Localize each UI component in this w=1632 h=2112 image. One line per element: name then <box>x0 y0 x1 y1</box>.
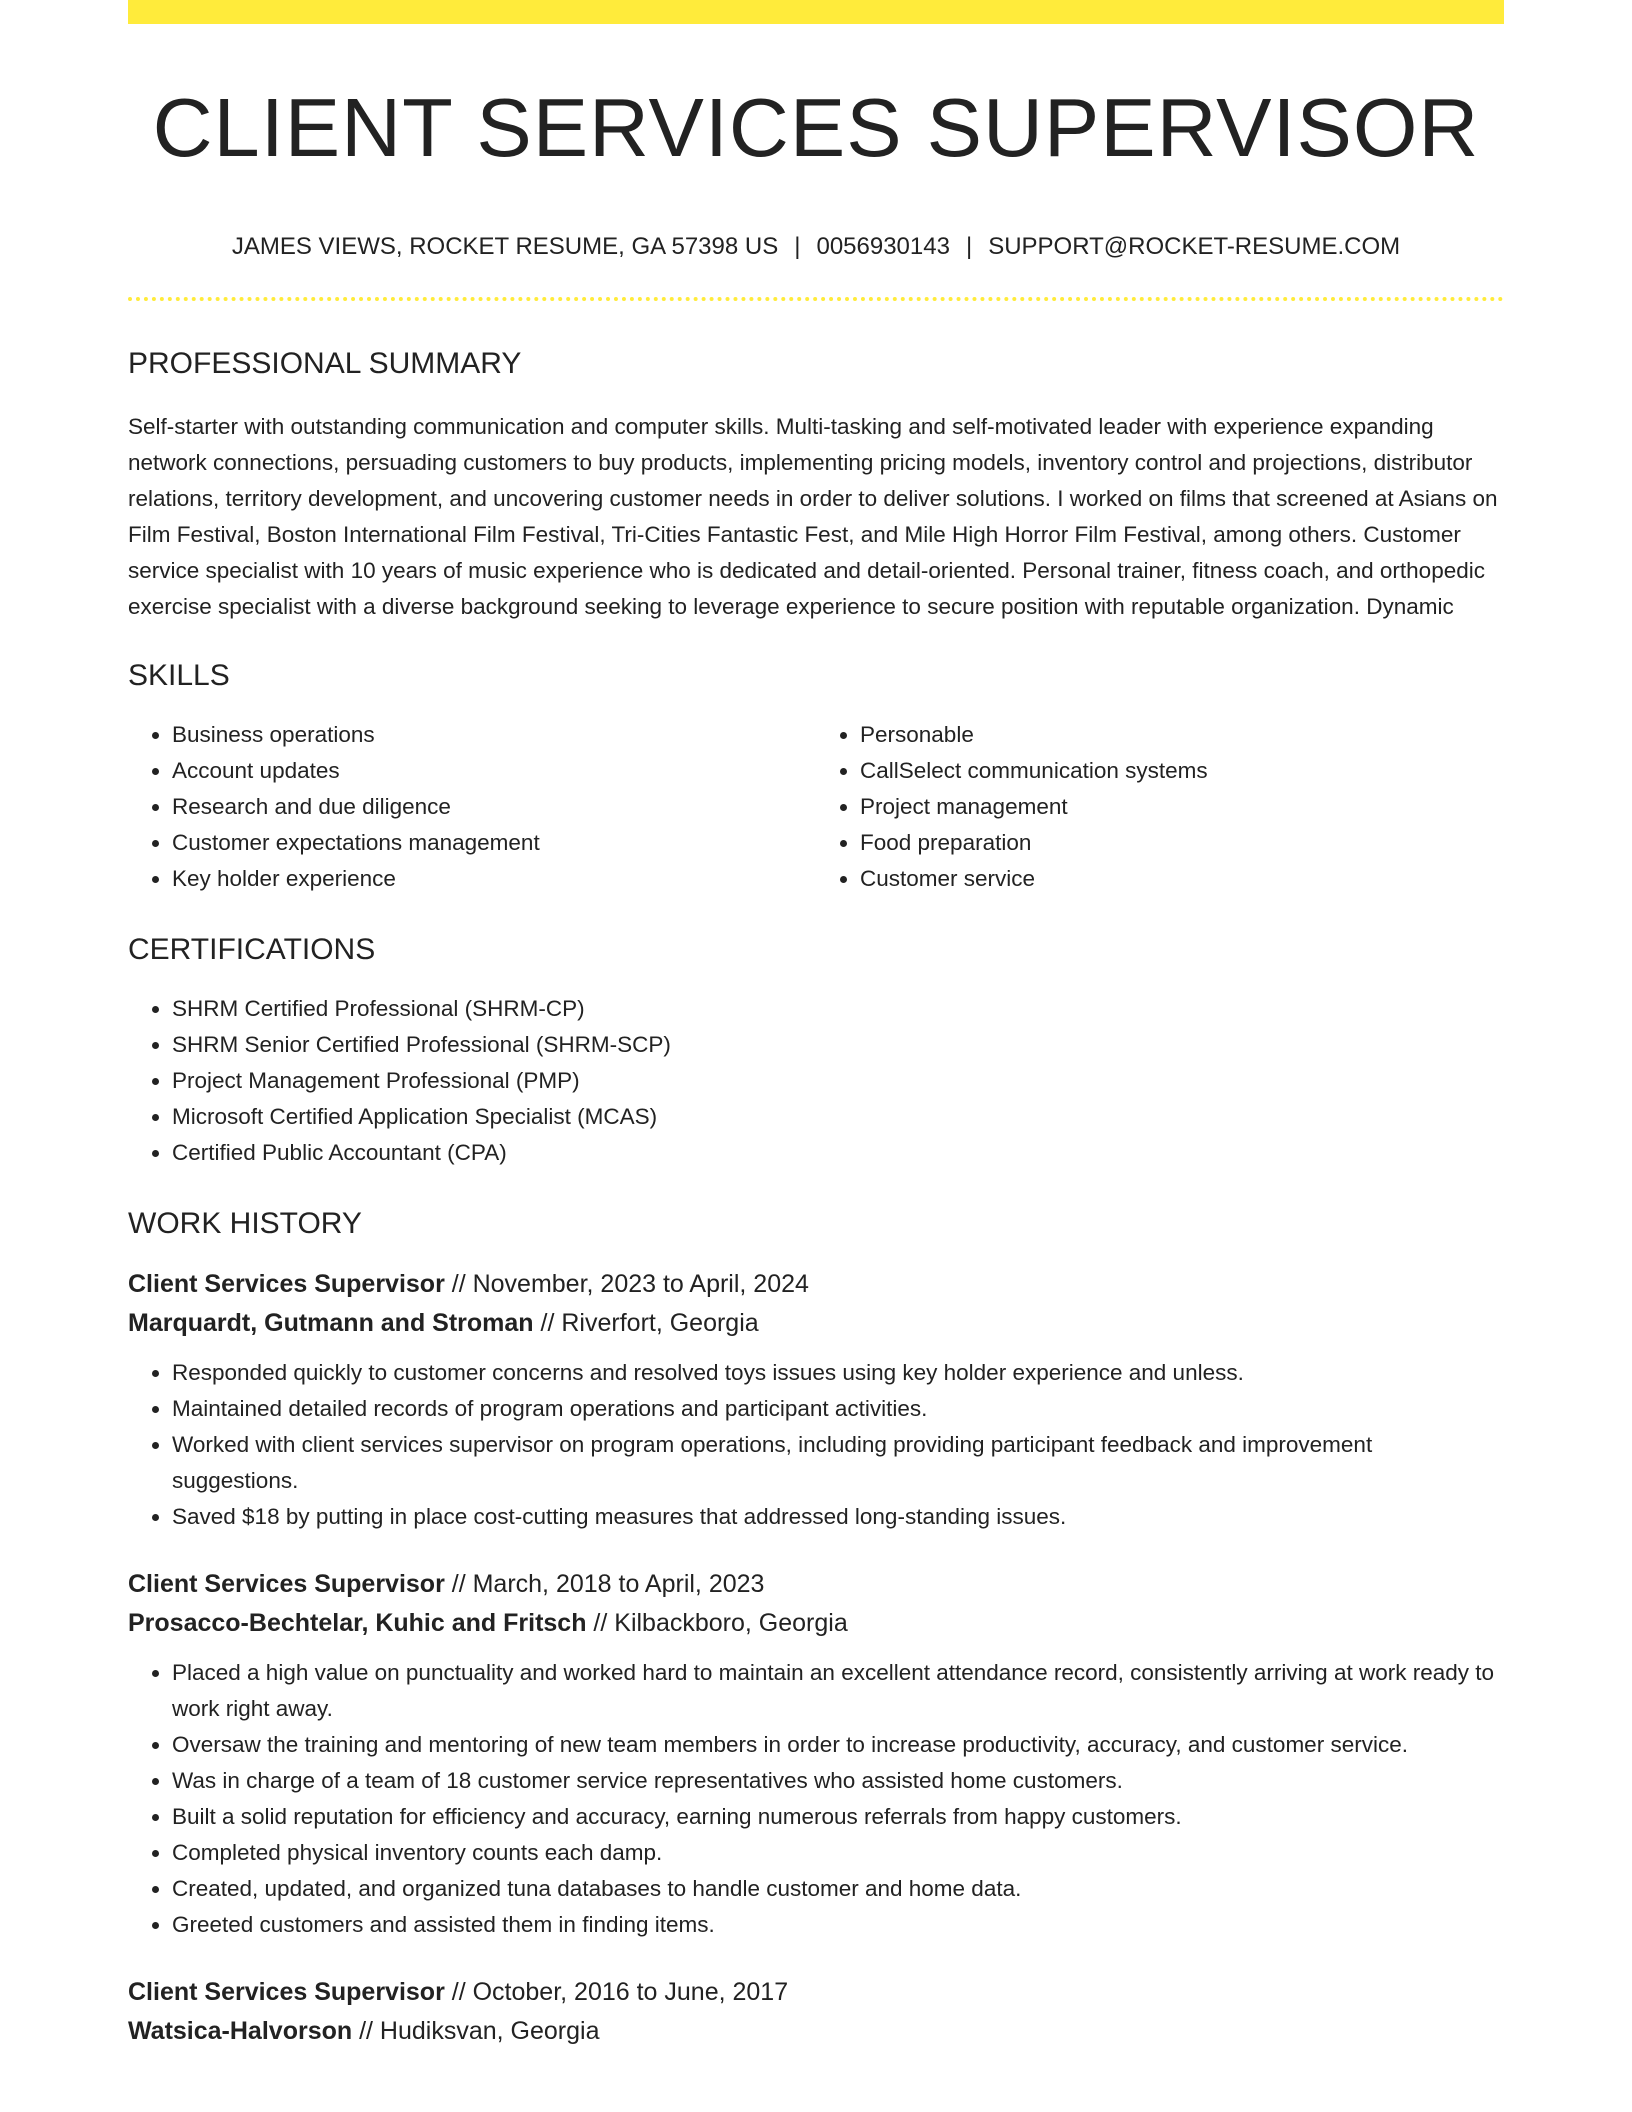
skill-item: • Personable <box>860 717 1504 753</box>
contact-line <box>128 235 1504 259</box>
job-bullet-list <box>128 1655 1504 1943</box>
job-company-line <box>128 1604 1504 1643</box>
job-bullet: • Greeted customers and assisted them in finding items. <box>172 1907 1504 1943</box>
job-bullet: • Saved $18 by putting in place cost-cutting measures that addressed long-standing issues. <box>172 1499 1504 1535</box>
dotted-divider <box>128 297 1504 301</box>
certifications-list <box>128 991 1504 1171</box>
job-title: Client Services Supervisor <box>128 1978 445 2006</box>
job-title: Client Services Supervisor <box>128 1270 445 1298</box>
skill-item: • Account updates <box>172 753 816 789</box>
job-entry <box>128 1265 1504 1535</box>
skill-item: • Food preparation <box>860 825 1504 861</box>
job-bullet: • Maintained detailed records of program operations and participant activities. <box>172 1391 1504 1427</box>
skill-item: • Research and due diligence <box>172 789 816 825</box>
resume-title: CLIENT SERVICES SUPERVISOR <box>152 81 1480 174</box>
job-bullet: • Was in charge of a team of 18 customer service representatives who assisted home customers. <box>172 1763 1504 1799</box>
skills-heading: SKILLS <box>128 659 230 692</box>
job-dates: // March, 2018 to April, 2023 <box>444 1570 765 1598</box>
phone: 0056930143 <box>816 233 950 260</box>
resume-page <box>128 0 1504 2051</box>
job-dates: // October, 2016 to June, 2017 <box>444 1978 789 2006</box>
skills-right-list <box>816 717 1504 897</box>
job-bullet-list <box>128 1355 1504 1535</box>
job-title-line <box>128 1565 1504 1604</box>
skills-columns <box>128 717 1504 897</box>
job-bullet: • Created, updated, and organized tuna databases to handle customer and home data. <box>172 1871 1504 1907</box>
job-title-line <box>128 1265 1504 1304</box>
certification-item: • SHRM Certified Professional (SHRM-CP) <box>172 991 1504 1027</box>
company-name: Marquardt, Gutmann and Stroman <box>128 1309 534 1337</box>
job-bullet: • Responded quickly to customer concerns and resolved toys issues using key holder experience and unless. <box>172 1355 1504 1391</box>
job-bullet: • Built a solid reputation for efficiency and accuracy, earning numerous referrals from happy customers. <box>172 1799 1504 1835</box>
skill-item: • Customer expectations management <box>172 825 816 861</box>
certification-item: • SHRM Senior Certified Professional (SHRM-SCP) <box>172 1027 1504 1063</box>
job-company-line <box>128 2012 1504 2051</box>
summary-heading: PROFESSIONAL SUMMARY <box>128 347 522 380</box>
company-location: // Hudiksvan, Georgia <box>352 2017 600 2045</box>
job-entry <box>128 1973 1504 2051</box>
job-bullet: • Oversaw the training and mentoring of new team members in order to increase productivity, accuracy, and customer service. <box>172 1727 1504 1763</box>
job-entry <box>128 1565 1504 1943</box>
skill-item: • Business operations <box>172 717 816 753</box>
company-name: Prosacco-Bechtelar, Kuhic and Fritsch <box>128 1609 587 1637</box>
summary-text: Self-starter with outstanding communication and computer skills. Multi-tasking and self-motivated leader with experience expanding network connections, persuading customers to buy products, implementing pricing models, inventory control and projections, distributor relations, territory development, and uncovering customer needs in order to deliver solutions. I worked on films that screened at Asians on Film Festival, Boston International Film Festival, Tri-Cities Fantastic Fest, and Mile High Horror Film Festival, among others. Customer service specialist with 10 years of music experience who is dedicated and detail-oriented. Personal trainer, fitness coach, and orthopedic exercise specialist with a diverse background seeking to leverage experience to secure position with reputable organization. Dynamic <box>128 414 1498 619</box>
work-history-heading: WORK HISTORY <box>128 1207 362 1240</box>
job-bullet: • Placed a high value on punctuality and worked hard to maintain an excellent attendance record, consistently arriving at work ready to work right away. <box>172 1655 1504 1727</box>
accent-bar <box>128 0 1504 24</box>
separator: | <box>965 233 973 260</box>
certifications-heading: CERTIFICATIONS <box>128 933 376 966</box>
company-location: // Riverfort, Georgia <box>533 1309 759 1337</box>
job-bullet: • Worked with client services supervisor on program operations, including providing participant feedback and improvement suggestions. <box>172 1427 1504 1499</box>
email-link[interactable]: SUPPORT@ROCKET-RESUME.COM <box>988 233 1401 260</box>
certification-item: • Microsoft Certified Application Specialist (MCAS) <box>172 1099 1504 1135</box>
job-title: Client Services Supervisor <box>128 1570 445 1598</box>
certification-item: • Project Management Professional (PMP) <box>172 1063 1504 1099</box>
skill-item: • CallSelect communication systems <box>860 753 1504 789</box>
skill-item: • Project management <box>860 789 1504 825</box>
job-company-line <box>128 1304 1504 1343</box>
job-dates: // November, 2023 to April, 2024 <box>444 1270 809 1298</box>
job-title-line <box>128 1973 1504 2012</box>
skills-left-list <box>128 717 816 897</box>
company-location: // Kilbackboro, Georgia <box>586 1609 848 1637</box>
skill-item: • Customer service <box>860 861 1504 897</box>
separator: | <box>794 233 801 260</box>
company-name: Watsica-Halvorson <box>128 2017 353 2045</box>
skill-item: • Key holder experience <box>172 861 816 897</box>
job-bullet: • Completed physical inventory counts each damp. <box>172 1835 1504 1871</box>
address: JAMES VIEWS, ROCKET RESUME, GA 57398 US <box>231 233 779 260</box>
certification-item: • Certified Public Accountant (CPA) <box>172 1135 1504 1171</box>
